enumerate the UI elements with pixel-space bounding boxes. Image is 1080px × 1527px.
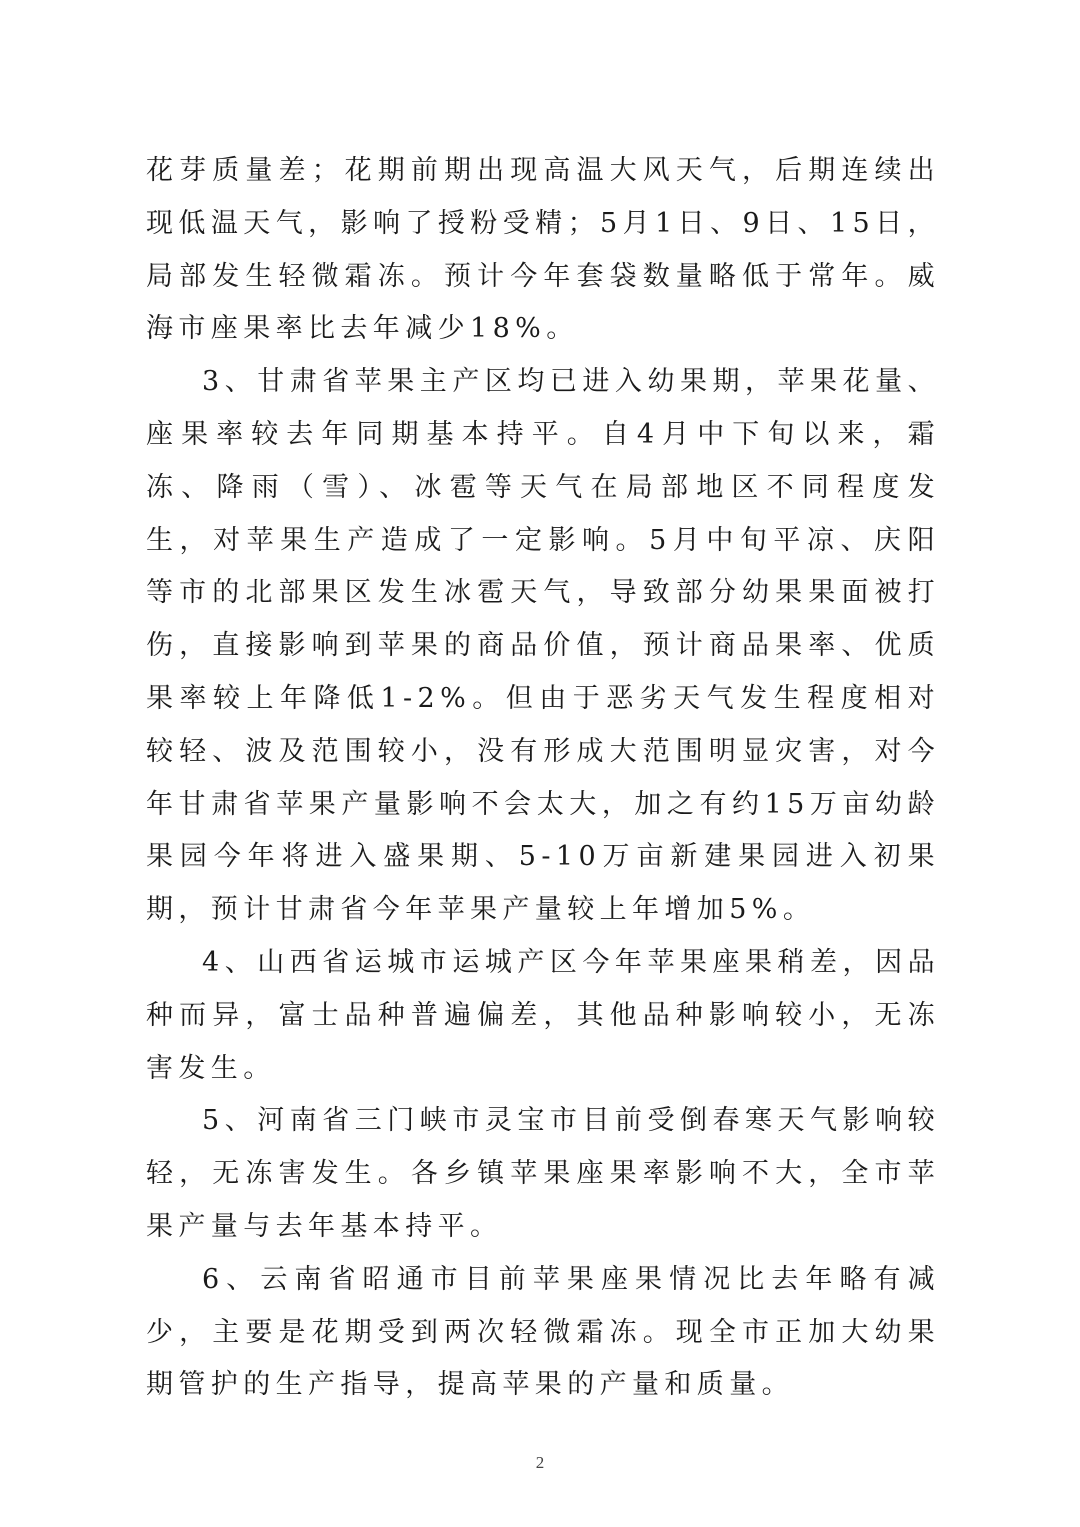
document-body (146, 145, 940, 1412)
paragraph-yunnan: 6、云南省昭通市目前苹果座果情况比去年略有减少，主要是花期受到两次轻微霜冻。现全市正加大幼果期管护的生产指导，提高苹果的产量和质量。 (146, 1263, 940, 1401)
paragraph-shandong-continued: 花芽质量差；花期前期出现高温大风天气，后期连续出现低温天气，影响了授粉受精；5月1日、9日、15日，局部发生轻微霜冻。预计今年套袋数量略低于常年。威海市座果率比去年减少18%。 (146, 155, 940, 345)
paragraph-henan: 5、河南省三门峡市灵宝市目前受倒春寒天气影响较轻，无冻害发生。各乡镇苹果座果率影响不大，全市苹果产量与去年基本持平。 (146, 1105, 940, 1242)
paragraph-shanxi: 4、山西省运城市运城产区今年苹果座果稍差，因品种而异，富士品种普遍偏差，其他品种影响较小，无冻害发生。 (146, 946, 940, 1084)
page-number: 2 (535, 1453, 545, 1472)
paragraph-gansu: 3、甘肃省苹果主产区均已进入幼果期，苹果花量、座果率较去年同期基本持平。自4月中下旬以来，霜冻、降雨（雪）、冰雹等天气在局部地区不同程度发生，对苹果生产造成了一定影响。5月中旬平凉、庆阳等市的北部果区发生冰雹天气，导致部分幼果果面被打伤，直接影响到苹果的商品价值，预计商品果率、优质果率较上年降低1-2%。但由于恶劣天气发生程度相对较轻、波及范围较小，没有形成大范围明显灾害，对今年甘肃省苹果产量影响不会太大，加之有约15万亩幼龄果园今年将进入盛果期、5-10万亩新建果园进入初果期，预计甘肃省今年苹果产量较上年增加5%。 (146, 366, 940, 926)
